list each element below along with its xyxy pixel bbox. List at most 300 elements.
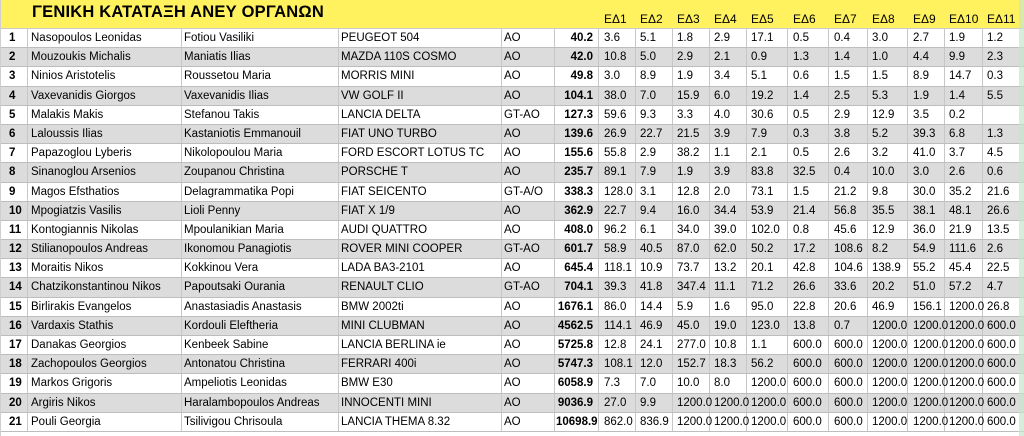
stage-6-cell[interactable]: 17.2 — [793, 243, 816, 256]
stage-1-cell[interactable]: 39.3 — [604, 281, 627, 294]
stage-4-cell[interactable]: 18.3 — [714, 358, 737, 371]
total-penalty-cell[interactable]: 338.3 — [564, 185, 593, 198]
stage-11-cell[interactable]: 1.3 — [987, 127, 1003, 140]
stage-10-cell[interactable]: 1.4 — [949, 89, 965, 102]
stage-7-cell[interactable]: 2.6 — [834, 147, 850, 160]
stage-3-cell[interactable]: 12.8 — [677, 185, 700, 198]
stage-2-cell[interactable]: 6.1 — [640, 223, 656, 236]
stage-1-cell[interactable]: 118.1 — [604, 262, 632, 275]
stage-7-cell[interactable]: 45.6 — [834, 223, 857, 236]
stage-6-cell[interactable]: 13.8 — [793, 319, 816, 332]
stage-3-cell[interactable]: 15.9 — [677, 89, 700, 102]
table-row[interactable] — [1, 29, 1024, 48]
stage-10-cell[interactable]: 1.9 — [949, 32, 965, 44]
position-cell[interactable]: 13 — [9, 262, 22, 275]
class-cell[interactable]: AO — [504, 415, 521, 428]
stage-9-cell[interactable]: 1200.0 — [913, 339, 949, 351]
stage-6-cell[interactable]: 1.5 — [793, 185, 809, 198]
stage-6-cell[interactable]: 600.0 — [793, 358, 822, 371]
position-cell[interactable]: 18 — [9, 358, 22, 371]
stage-4-cell[interactable]: 3.9 — [714, 127, 730, 140]
table-row[interactable] — [1, 87, 1024, 106]
stage-11-cell[interactable]: 22.5 — [987, 262, 1010, 275]
total-penalty-cell[interactable]: 9036.9 — [557, 396, 593, 409]
stage-8-cell[interactable]: 46.9 — [872, 300, 895, 313]
stage-1-cell[interactable]: 128.0 — [604, 185, 633, 198]
total-penalty-cell[interactable]: 42.0 — [570, 51, 593, 64]
driver-cell[interactable]: Laloussis Ilias — [31, 127, 103, 140]
stage-7-cell[interactable]: 600.0 — [834, 339, 863, 351]
stage-5-cell[interactable]: 56.2 — [751, 358, 774, 371]
table-row[interactable] — [1, 202, 1024, 221]
stage-11-cell[interactable]: 600.0 — [987, 377, 1016, 390]
codriver-cell[interactable]: Delagrammatika Popi — [184, 185, 294, 198]
stage-4-cell[interactable]: 13.2 — [714, 262, 737, 275]
stage-6-cell[interactable]: 0.8 — [793, 223, 809, 236]
class-cell[interactable]: AO — [504, 319, 521, 332]
stage-2-cell[interactable]: 5.0 — [640, 51, 656, 64]
stage-8-cell[interactable]: 3.2 — [872, 147, 888, 160]
stage-9-cell[interactable]: 2.7 — [913, 32, 929, 44]
table-row[interactable] — [1, 413, 1024, 432]
stage-4-cell[interactable]: 11.1 — [714, 281, 736, 294]
position-cell[interactable]: 9 — [9, 185, 16, 198]
position-cell[interactable]: 5 — [9, 108, 16, 121]
stage-2-cell[interactable]: 3.1 — [640, 185, 656, 198]
table-row[interactable] — [1, 355, 1024, 374]
stage-3-cell[interactable]: 1200.0 — [677, 415, 713, 428]
class-cell[interactable]: AO — [504, 223, 521, 236]
stage-8-cell[interactable]: 1200.0 — [872, 377, 908, 390]
car-cell[interactable]: VW GOLF II — [341, 89, 404, 102]
car-cell[interactable]: LANCIA BERLINA ie — [341, 339, 446, 351]
stage-2-cell[interactable]: 2.9 — [640, 147, 656, 160]
position-cell[interactable]: 15 — [9, 300, 22, 313]
stage-7-cell[interactable]: 104.6 — [834, 262, 863, 275]
total-penalty-cell[interactable]: 645.4 — [564, 262, 593, 275]
class-cell[interactable]: AO — [504, 262, 521, 275]
total-penalty-cell[interactable]: 6058.9 — [557, 377, 593, 390]
stage-3-cell[interactable]: 5.9 — [677, 300, 693, 313]
stage-9-cell[interactable]: 39.3 — [913, 127, 936, 140]
table-row[interactable] — [1, 221, 1024, 240]
stage-10-cell[interactable]: 14.7 — [949, 70, 972, 83]
stage-4-cell[interactable]: 19.0 — [714, 319, 737, 332]
stage-6-cell[interactable]: 0.3 — [793, 127, 809, 140]
stage-2-cell[interactable]: 9.4 — [640, 204, 656, 217]
stage-3-cell[interactable]: 10.0 — [677, 377, 700, 390]
stage-4-cell[interactable]: 1.1 — [714, 147, 730, 160]
codriver-cell[interactable]: Mpoulanikian Maria — [184, 223, 284, 236]
table-row[interactable] — [1, 259, 1024, 278]
stage-9-cell[interactable]: 51.0 — [913, 281, 936, 294]
stage-9-cell[interactable]: 3.0 — [913, 166, 929, 179]
class-cell[interactable]: GT-AO — [504, 108, 540, 121]
total-penalty-cell[interactable]: 104.1 — [564, 89, 593, 102]
class-cell[interactable]: AO — [504, 377, 521, 390]
stage-8-cell[interactable]: 1.5 — [872, 70, 888, 83]
stage-5-cell[interactable]: 73.1 — [751, 185, 774, 198]
stage-7-cell[interactable]: 0.7 — [834, 319, 850, 332]
car-cell[interactable]: FERRARI 400i — [341, 358, 417, 371]
stage-6-cell[interactable]: 600.0 — [793, 415, 822, 428]
stage-4-cell[interactable]: 2.1 — [714, 51, 730, 64]
stage-5-cell[interactable]: 1200.0 — [751, 396, 787, 409]
stage-1-cell[interactable]: 10.8 — [604, 51, 627, 64]
stage-7-cell[interactable]: 600.0 — [834, 358, 863, 371]
stage-4-cell[interactable]: 1.6 — [714, 300, 730, 313]
driver-cell[interactable]: Stilianopoulos Andreas — [31, 243, 148, 256]
stage-6-cell[interactable]: 1.3 — [793, 51, 809, 64]
stage-1-cell[interactable]: 3.6 — [604, 32, 620, 44]
table-row[interactable] — [1, 374, 1024, 393]
stage-1-cell[interactable]: 27.0 — [604, 396, 627, 409]
class-cell[interactable]: GT-AO — [504, 281, 540, 294]
codriver-cell[interactable]: Maniatis Ilias — [184, 51, 251, 64]
stage-11-cell[interactable]: 21.6 — [987, 185, 1010, 198]
stage-8-cell[interactable]: 138.9 — [872, 262, 901, 275]
position-cell[interactable]: 10 — [9, 204, 22, 217]
driver-cell[interactable]: Chatzikonstantinou Nikos — [31, 281, 161, 294]
class-cell[interactable]: AO — [504, 300, 521, 313]
driver-cell[interactable]: Vaxevanidis Giorgos — [31, 89, 136, 102]
stage-10-cell[interactable]: 3.7 — [949, 147, 965, 160]
stage-11-cell[interactable]: 5.5 — [987, 89, 1003, 102]
stage-11-cell[interactable]: 2.3 — [987, 51, 1003, 64]
stage-6-cell[interactable]: 21.4 — [793, 204, 816, 217]
position-cell[interactable]: 7 — [9, 147, 16, 160]
stage-5-cell[interactable]: 1.1 — [751, 339, 767, 351]
stage-1-cell[interactable]: 7.3 — [604, 377, 620, 390]
position-cell[interactable]: 4 — [9, 89, 16, 102]
driver-cell[interactable]: Moraitis Nikos — [31, 262, 104, 275]
stage-5-cell[interactable]: 50.2 — [751, 243, 774, 256]
codriver-cell[interactable]: Kenbeek Sabine — [184, 339, 269, 351]
total-penalty-cell[interactable]: 235.7 — [564, 166, 593, 179]
stage-1-cell[interactable]: 86.0 — [604, 300, 627, 313]
stage-1-cell[interactable]: 114.1 — [604, 319, 632, 332]
stage-4-cell[interactable]: 6.0 — [714, 89, 730, 102]
stage-7-cell[interactable]: 20.6 — [834, 300, 857, 313]
stage-6-cell[interactable]: 0.5 — [793, 147, 809, 160]
car-cell[interactable]: LADA BA3-2101 — [341, 262, 425, 275]
stage-10-cell[interactable]: 45.4 — [949, 262, 972, 275]
car-cell[interactable]: LANCIA THEMA 8.32 — [341, 415, 451, 428]
codriver-cell[interactable]: Fotiou Vasiliki — [184, 32, 255, 44]
stage-3-cell[interactable]: 38.2 — [677, 147, 700, 160]
codriver-cell[interactable]: Lioli Penny — [184, 204, 241, 217]
stage-10-cell[interactable]: 1200.0 — [949, 377, 985, 390]
position-cell[interactable]: 14 — [9, 281, 22, 294]
stage-10-cell[interactable]: 1200.0 — [949, 339, 985, 351]
stage-7-cell[interactable]: 600.0 — [834, 377, 863, 390]
table-row[interactable] — [1, 48, 1024, 67]
driver-cell[interactable]: Markos Grigoris — [31, 377, 113, 390]
codriver-cell[interactable]: Nikolopoulou Maria — [184, 147, 283, 160]
stage-3-cell[interactable]: 1.9 — [677, 70, 693, 83]
stage-7-cell[interactable]: 2.9 — [834, 108, 850, 121]
car-cell[interactable]: RENAULT CLIO — [341, 281, 424, 294]
total-penalty-cell[interactable]: 601.7 — [564, 243, 593, 256]
stage-11-cell[interactable]: 26.8 — [987, 300, 1010, 313]
stage-6-cell[interactable]: 0.5 — [793, 108, 809, 121]
codriver-cell[interactable]: Kastaniotis Emmanouil — [184, 127, 301, 140]
codriver-cell[interactable]: Kordouli Eleftheria — [184, 319, 278, 332]
stage-9-cell[interactable]: 156.1 — [913, 300, 942, 313]
total-penalty-cell[interactable]: 10698.9 — [556, 415, 598, 428]
stage-2-cell[interactable]: 12.0 — [640, 358, 663, 371]
stage-10-cell[interactable]: 1200.0 — [949, 300, 985, 313]
stage-10-cell[interactable]: 111.6 — [949, 243, 977, 256]
stage-11-cell[interactable]: 0.3 — [987, 70, 1003, 83]
stage-5-cell[interactable]: 19.2 — [751, 89, 774, 102]
stage-5-cell[interactable]: 17.1 — [751, 32, 774, 44]
stage-8-cell[interactable]: 12.9 — [872, 108, 895, 121]
stage-6-cell[interactable]: 32.5 — [793, 166, 816, 179]
stage-8-cell[interactable]: 3.0 — [872, 32, 888, 44]
position-cell[interactable]: 19 — [9, 377, 22, 390]
car-cell[interactable]: PEUGEOT 504 — [341, 32, 420, 44]
stage-8-cell[interactable]: 9.8 — [872, 185, 888, 198]
stage-9-cell[interactable]: 55.2 — [913, 262, 936, 275]
total-penalty-cell[interactable]: 704.1 — [564, 281, 593, 294]
stage-4-cell[interactable]: 1200.0 — [714, 396, 750, 409]
stage-8-cell[interactable]: 5.2 — [872, 127, 888, 140]
stage-4-cell[interactable]: 3.4 — [714, 70, 730, 83]
stage-9-cell[interactable]: 1200.0 — [913, 396, 949, 409]
stage-2-cell[interactable]: 46.9 — [640, 319, 663, 332]
stage-1-cell[interactable]: 55.8 — [604, 147, 627, 160]
stage-9-cell[interactable]: 1200.0 — [913, 377, 949, 390]
stage-5-cell[interactable]: 83.8 — [751, 166, 774, 179]
driver-cell[interactable]: Ninios Aristotelis — [31, 70, 116, 83]
stage-3-cell[interactable]: 21.5 — [677, 127, 700, 140]
stage-2-cell[interactable]: 9.9 — [640, 396, 656, 409]
stage-6-cell[interactable]: 600.0 — [793, 377, 822, 390]
stage-2-cell[interactable]: 40.5 — [640, 243, 663, 256]
stage-10-cell[interactable]: 2.6 — [949, 166, 965, 179]
stage-3-cell[interactable]: 1.8 — [677, 32, 693, 44]
position-cell[interactable]: 1 — [9, 32, 16, 44]
stage-9-cell[interactable]: 41.0 — [913, 147, 936, 160]
stage-7-cell[interactable]: 1.4 — [834, 51, 850, 64]
stage-6-cell[interactable]: 22.8 — [793, 300, 816, 313]
stage-1-cell[interactable]: 862.0 — [604, 415, 633, 428]
stage-7-cell[interactable]: 600.0 — [834, 396, 863, 409]
position-cell[interactable]: 3 — [9, 70, 16, 83]
codriver-cell[interactable]: Ikonomou Panagiotis — [184, 243, 292, 256]
stage-7-cell[interactable]: 56.8 — [834, 204, 857, 217]
class-cell[interactable]: AO — [504, 89, 521, 102]
stage-4-cell[interactable]: 2.9 — [714, 32, 730, 44]
codriver-cell[interactable]: Roussetou Maria — [184, 70, 271, 83]
position-cell[interactable]: 11 — [9, 223, 22, 236]
stage-10-cell[interactable]: 1200.0 — [949, 415, 985, 428]
stage-9-cell[interactable]: 30.0 — [913, 185, 936, 198]
car-cell[interactable]: INNOCENTI MINI — [341, 396, 432, 409]
class-cell[interactable]: AO — [504, 358, 521, 371]
total-penalty-cell[interactable]: 5747.3 — [557, 358, 593, 371]
position-cell[interactable]: 17 — [9, 339, 22, 351]
codriver-cell[interactable]: Antonatou Christina — [184, 358, 286, 371]
stage-4-cell[interactable]: 62.0 — [714, 243, 737, 256]
table-row[interactable] — [1, 336, 1024, 355]
stage-6-cell[interactable]: 600.0 — [793, 396, 822, 409]
stage-5-cell[interactable]: 30.6 — [751, 108, 774, 121]
codriver-cell[interactable]: Ampeliotis Leonidas — [184, 377, 287, 390]
stage-7-cell[interactable]: 33.6 — [834, 281, 857, 294]
driver-cell[interactable]: Malakis Makis — [31, 108, 104, 121]
total-penalty-cell[interactable]: 362.9 — [564, 204, 593, 217]
stage-1-cell[interactable]: 38.0 — [604, 89, 627, 102]
driver-cell[interactable]: Zachopoulos Georgios — [31, 358, 147, 371]
stage-3-cell[interactable]: 16.0 — [677, 204, 700, 217]
stage-9-cell[interactable]: 54.9 — [913, 243, 936, 256]
stage-9-cell[interactable]: 38.1 — [913, 204, 936, 217]
car-cell[interactable]: MINI CLUBMAN — [341, 319, 425, 332]
stage-8-cell[interactable]: 1200.0 — [872, 339, 908, 351]
table-row[interactable] — [1, 317, 1024, 336]
stage-2-cell[interactable]: 836.9 — [640, 415, 669, 428]
stage-3-cell[interactable]: 277.0 — [677, 339, 706, 351]
car-cell[interactable]: FIAT SEICENTO — [341, 185, 427, 198]
position-cell[interactable]: 2 — [9, 51, 16, 64]
stage-2-cell[interactable]: 9.3 — [640, 108, 656, 121]
stage-1-cell[interactable]: 58.9 — [604, 243, 627, 256]
stage-6-cell[interactable]: 0.6 — [793, 70, 809, 83]
class-cell[interactable]: AO — [504, 204, 521, 217]
stage-11-cell[interactable]: 2.6 — [987, 243, 1003, 256]
stage-3-cell[interactable]: 3.3 — [677, 108, 693, 121]
stage-10-cell[interactable]: 21.9 — [949, 223, 972, 236]
table-row[interactable] — [1, 106, 1024, 125]
stage-5-cell[interactable]: 102.0 — [751, 223, 780, 236]
driver-cell[interactable]: Argiris Nikos — [31, 396, 96, 409]
car-cell[interactable]: BMW E30 — [341, 377, 393, 390]
stage-11-cell[interactable]: 600.0 — [987, 319, 1016, 332]
stage-2-cell[interactable]: 22.7 — [640, 127, 663, 140]
car-cell[interactable]: ROVER MINI COOPER — [341, 243, 463, 256]
class-cell[interactable]: AO — [504, 147, 521, 160]
stage-7-cell[interactable]: 0.4 — [834, 166, 850, 179]
stage-9-cell[interactable]: 1200.0 — [913, 319, 949, 332]
stage-10-cell[interactable]: 9.9 — [949, 51, 965, 64]
table-row[interactable] — [1, 394, 1024, 413]
class-cell[interactable]: AO — [504, 32, 521, 44]
stage-9-cell[interactable]: 4.4 — [913, 51, 929, 64]
position-cell[interactable]: 20 — [9, 396, 22, 409]
stage-1-cell[interactable]: 26.9 — [604, 127, 627, 140]
stage-5-cell[interactable]: 0.9 — [751, 51, 767, 64]
stage-10-cell[interactable]: 1200.0 — [949, 358, 985, 371]
stage-7-cell[interactable]: 21.2 — [834, 185, 857, 198]
stage-4-cell[interactable]: 2.0 — [714, 185, 730, 198]
class-cell[interactable]: AO — [504, 166, 521, 179]
stage-3-cell[interactable]: 1200.0 — [677, 396, 713, 409]
car-cell[interactable]: MORRIS MINI — [341, 70, 415, 83]
stage-10-cell[interactable]: 35.2 — [949, 185, 972, 198]
stage-8-cell[interactable]: 8.2 — [872, 243, 888, 256]
stage-3-cell[interactable]: 34.0 — [677, 223, 700, 236]
total-penalty-cell[interactable]: 408.0 — [564, 223, 593, 236]
stage-5-cell[interactable]: 95.0 — [751, 300, 774, 313]
codriver-cell[interactable]: Tsilivigou Chrisoula — [184, 415, 283, 428]
stage-9-cell[interactable]: 36.0 — [913, 223, 936, 236]
stage-8-cell[interactable]: 1200.0 — [872, 358, 908, 371]
stage-11-cell[interactable]: 0.6 — [987, 166, 1003, 179]
stage-1-cell[interactable]: 3.0 — [604, 70, 620, 83]
stage-8-cell[interactable]: 20.2 — [872, 281, 895, 294]
codriver-cell[interactable]: Stefanou Takis — [184, 108, 260, 121]
stage-5-cell[interactable]: 53.9 — [751, 204, 774, 217]
total-penalty-cell[interactable]: 5725.8 — [557, 339, 593, 351]
total-penalty-cell[interactable]: 127.3 — [564, 108, 593, 121]
stage-7-cell[interactable]: 108.6 — [834, 243, 863, 256]
stage-6-cell[interactable]: 1.4 — [793, 89, 809, 102]
stage-2-cell[interactable]: 5.1 — [640, 32, 656, 44]
driver-cell[interactable]: Mouzoukis Michalis — [31, 51, 131, 64]
codriver-cell[interactable]: Papoutsaki Ourania — [184, 281, 286, 294]
stage-2-cell[interactable]: 41.8 — [640, 281, 663, 294]
stage-8-cell[interactable]: 1.0 — [872, 51, 888, 64]
stage-11-cell[interactable]: 4.5 — [987, 147, 1003, 160]
class-cell[interactable]: GT-A/O — [504, 185, 543, 198]
stage-4-cell[interactable]: 39.0 — [714, 223, 737, 236]
stage-10-cell[interactable]: 1200.0 — [949, 396, 985, 409]
stage-11-cell[interactable]: 600.0 — [987, 415, 1016, 428]
total-penalty-cell[interactable]: 1676.1 — [557, 300, 593, 313]
total-penalty-cell[interactable]: 4562.5 — [557, 319, 593, 332]
table-row[interactable] — [1, 278, 1024, 297]
stage-5-cell[interactable]: 123.0 — [751, 319, 780, 332]
car-cell[interactable]: FIAT X 1/9 — [341, 204, 395, 217]
driver-cell[interactable]: Papazoglou Lyberis — [31, 147, 132, 160]
total-penalty-cell[interactable]: 49.8 — [570, 70, 593, 83]
total-penalty-cell[interactable]: 40.2 — [570, 32, 593, 44]
class-cell[interactable]: GT-AO — [504, 243, 540, 256]
stage-11-cell[interactable]: 4.7 — [987, 281, 1003, 294]
stage-3-cell[interactable]: 2.9 — [677, 51, 693, 64]
stage-4-cell[interactable]: 10.8 — [714, 339, 737, 351]
stage-1-cell[interactable]: 12.8 — [604, 339, 627, 351]
table-row[interactable] — [1, 67, 1024, 86]
class-cell[interactable]: AO — [504, 51, 521, 64]
table-row[interactable] — [1, 183, 1024, 202]
class-cell[interactable]: AO — [504, 396, 521, 409]
stage-7-cell[interactable]: 2.5 — [834, 89, 850, 102]
position-cell[interactable]: 16 — [9, 319, 22, 332]
stage-10-cell[interactable]: 6.8 — [949, 127, 965, 140]
stage-5-cell[interactable]: 1200.0 — [751, 415, 787, 428]
car-cell[interactable]: MAZDA 110S COSMO — [341, 51, 457, 64]
table-row[interactable] — [1, 240, 1024, 259]
stage-6-cell[interactable]: 42.8 — [793, 262, 816, 275]
stage-10-cell[interactable]: 57.2 — [949, 281, 972, 294]
stage-3-cell[interactable]: 152.7 — [677, 358, 706, 371]
stage-7-cell[interactable]: 1.5 — [834, 70, 850, 83]
codriver-cell[interactable]: Haralambopoulos Andreas — [184, 396, 320, 409]
stage-3-cell[interactable]: 1.9 — [677, 166, 693, 179]
position-cell[interactable]: 8 — [9, 166, 16, 179]
stage-2-cell[interactable]: 14.4 — [640, 300, 663, 313]
table-row[interactable] — [1, 163, 1024, 182]
stage-3-cell[interactable]: 347.4 — [677, 281, 706, 294]
table-row[interactable] — [1, 125, 1024, 144]
table-row[interactable] — [1, 144, 1024, 163]
driver-cell[interactable]: Sinanoglou Arsenios — [31, 166, 136, 179]
class-cell[interactable]: AO — [504, 339, 521, 351]
table-row[interactable] — [1, 298, 1024, 317]
